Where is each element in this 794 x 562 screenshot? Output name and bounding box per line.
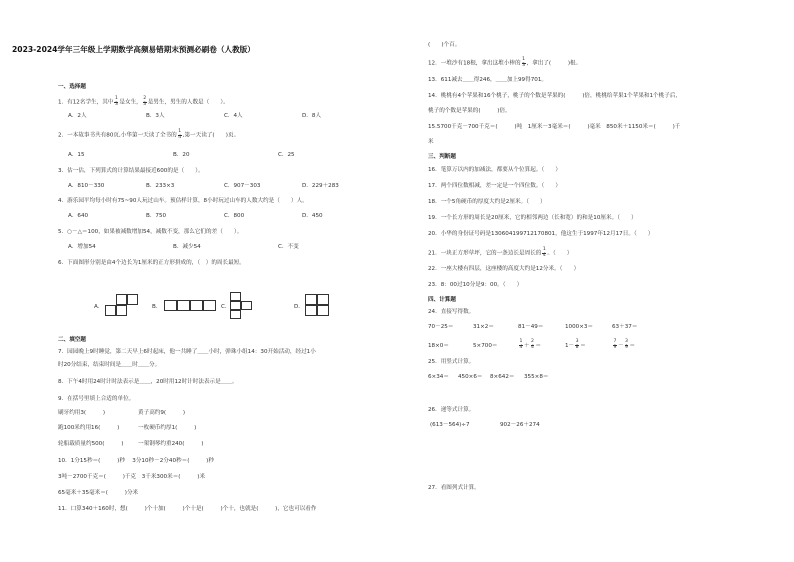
section-choice: 一、选择题 [58, 84, 86, 90]
question-13: 13．611减去＿＿得246，＿＿加上99得701。 [428, 77, 547, 83]
question-23: 23．8：00过10分是9：00。（ ） [428, 282, 523, 288]
question-20: 20．小华的身份证号码是130604199712170801，他这生于1997年12月17日。（ ） [428, 231, 654, 237]
option: C．800 [224, 213, 245, 219]
question-9-row-2: 跑100米约用16( ) 一枚硬币约厚1( ) [58, 425, 197, 431]
question-6: 6．下面图形分别是由4个边长为1厘米的正方形拼成的，（ ）的周长最短。 [58, 260, 245, 266]
question-15-line-2: 米 [428, 139, 434, 145]
section-calc: 四、计算题 [428, 297, 456, 303]
option: A．2人 [68, 113, 87, 119]
option: D．229＋283 [302, 183, 339, 189]
fraction-sum: $\frac{1}{4}$ ＋ $\frac{2}{4}$ ＝ [519, 339, 542, 350]
question-26: 26．递等式计算。 [428, 407, 475, 413]
option: A．640 [68, 213, 89, 219]
question-7-line-1: 7．园园晚上9时睡觉，第二天早上6时起床，他一共睡了＿＿小时，弹珠小组14：30开始活动，经过1小 [58, 349, 316, 355]
page-title: 2023-2024学年三年级上学期数学高频易错期末预测必刷卷（人教版） [12, 45, 255, 54]
option: C．25 [278, 152, 295, 158]
option: A．15 [68, 152, 85, 158]
question-16: 16．笔算万以内的加减法，都要从个位算起。（ ） [428, 167, 561, 173]
figure-label-b: B． [152, 304, 162, 310]
option: A．810－330 [68, 183, 105, 189]
question-22: 22．一座大楼有四层，这座楼的高度大约是12分米。（ ） [428, 266, 580, 272]
option: B．750 [146, 213, 167, 219]
option: C．907－303 [224, 183, 261, 189]
question-9: 9．在括号里填上合适的单位。 [58, 396, 135, 402]
fraction: $\frac{2}{3}$ [143, 96, 147, 107]
question-14-line-1: 14．桃桃有4个苹果和16个桃子，桃子的个数是苹果的( )倍，桃桃给苹果1个苹果和1个桃子后， [428, 93, 682, 99]
question-14-line-2: 桃子的个数是苹果的( )倍。 [428, 108, 511, 114]
question-4: 4．游乐园平均每小时有75~90人玩过山车。预估样计算，8小时玩过山车的人数大约是（ ）人。 [58, 198, 308, 204]
question-19: 19．一个长方形的周长是20厘米，它的相邻两边（长和宽）的和是10厘米。（ ） [428, 215, 637, 221]
question-11-continued: ( )个百。 [428, 42, 461, 48]
question-10-line-2: 3吨－2700千克＝( )千克 3千米300米＝( )米 [58, 474, 206, 480]
section-fill: 二、填空题 [58, 337, 86, 343]
section-judge: 三、判断题 [428, 154, 456, 160]
figure-label-a: A． [94, 304, 104, 310]
question-27: 27．看图列式计算。 [428, 485, 480, 491]
option: C．不变 [278, 244, 299, 250]
fraction: $\frac{1}{4}$ [178, 129, 182, 140]
question-18: 18．一个5角硬币的厚度大约是2厘米。（ ） [428, 199, 546, 205]
option: B．3人 [146, 113, 165, 119]
question-5: 5．○－△＝100，如果被减数增加54，减数不变，那么它们的差（ ）。 [58, 229, 243, 235]
option: B．20 [173, 152, 190, 158]
fraction: $\frac{1}{3}$ [114, 96, 118, 107]
figure-label-d: D． [294, 304, 304, 310]
question-7-line-2: 时20分结束，结束时间是＿＿时＿＿分。 [58, 362, 161, 368]
question-8: 8．下午4时用24时计时法表示是＿＿，20时用12时计时法表示是＿＿。 [58, 379, 238, 385]
option: C．4人 [224, 113, 243, 119]
figure-label-c: C． [221, 304, 231, 310]
question-9-row-3: 轮船载质量约500( ) 一架钢琴约重240( ) [58, 441, 204, 447]
option: D．450 [302, 213, 323, 219]
fraction: $\frac{1}{3}$ [522, 57, 525, 68]
question-25: 25．用竖式计算。 [428, 359, 475, 365]
question-9-row-1: 刷牙约用3( ) 黄子高约9( ) [58, 410, 186, 416]
question-24: 24．直接写得数。 [428, 309, 475, 315]
question-15-line-1: 15.5700千克－700千克＝( )吨 1厘米－3毫米＝( )毫米 850米＋1150米＝( )千 [428, 124, 681, 130]
question-6-figures [58, 292, 348, 326]
question-21: 21．一块正方形草坪，它的一条边长是周长的 $\frac{1}{4}$ 。（ ） [428, 247, 573, 258]
exam-page: 2023-2024学年三年级上学期数学高频易错期末预测必刷卷（人教版） 一、选择题 1．有12名学生，其中 $\frac{1}{3}$ 是女生， $\frac{2}{3}$ 是男生，男生的人数是（ ）。 A．2人 B．3人 C．4人 D．8人 2．一本故事书共有80页,小华第一天读了全书的 $\frac{1}{4}$ ,第一天读了( )页。 A．15 B．20 C．25 3．估一估，下列算式的计算结果最接近600的是（ ）。 A．810－330 B．233×3 C．907－303 D．229＋283 4．游乐园平均每小时有75~90人玩过山车。预估样计算，8小时玩过山车的人数大约是（ ）人。 A．640 B．750 C．800 D．450 5．○－△＝100，如果被减数增加54，减数不变，那么它们的差（ ）。 A．增加54 B．减少54 C．不变 6．下面图形分别是由4个边长为1厘米的正方形拼成的，（ ）的周长最短。 A． B． C． D． 二、填空题 7．园园晚上9时睡觉，第二天早上6时起床，他一共睡了＿＿小时，弹珠小组14：30开始活动，经过1小 时20分结束，结束时间是＿＿时＿＿分。 8．下午4时用24时计时法表示是＿＿，20时用12时计时法表示是＿＿。 9．在括号里填上合适的单位。 刷牙约用3( ) 黄子高约9( ) 跑100米约用16( ) 一枚硬币约厚1( ) 轮船载质量约500( ) 一架钢琴约重240( ) 10．1分15秒＝( )秒 3分10秒－2分40秒＝( )秒 3吨－2700千克＝( )千克 3千米300米＝( )米 65毫米＋35毫米＝( )分米 11．口算340＋160时，想( )个十加( )个十是( )个十，也就是( )，它也可以看作 ( )个百。 12．一堆沙有18根，拿出这堆小棒的 $\frac{1}{3}$ ，拿出了( )根。 13．611减去＿＿得246，＿＿加上99得701。 14．桃桃有4个苹果和16个桃子，桃子的个数是苹果的( )倍，桃桃给苹果1个苹果和1个桃子后， 桃子的个数是苹果的( )倍。 15.5700千克－700千克＝( )吨 1厘米－3毫米＝( )毫米 850米＋1150米＝( )千 米 三、判断题 16．笔算万以内的加减法，都要从个位算起。（ ） 17．两个四位数相减，差一定是一个四位数。（ ） 18．一个5角硬币的厚度大约是2厘米。（ ） 19．一个长方形的周长是20厘米，它的相邻两边（长和宽）的和是10厘米。（ ） 20．小华的身份证号码是130604199712170801，他这生于1997年12月17日。（ ） 21．一块正方形草坪，它的一条边长是周长的 $\frac{1}{4}$ 。（ ） 22．一座大楼有四层，这座楼的高度大约是12分米。（ ） 23．8：00过10分是9：00。（ ） 四、计算题 24．直接写得数。 70－25＝ 31×2＝ 81－49＝ 1000×3＝ 63＋37＝ 18×0＝ 5×700＝ $\frac{1}{4}$ ＋ $\frac{2}{4}$ ＝ 1－ $\frac{3}{8}$ ＝ $\frac{7}{9}$ － $\frac{3}{9}$ ＝ 25．用竖式计算。 6×34＝ 450×6＝ 8×642＝ 355×8＝ 26．递等式计算。 (613－564)÷7 902－26＋274 27．看图列式计算。 [0, 0, 794, 562]
fraction: $\frac{1}{4}$ [542, 247, 546, 258]
question-11: 11．口算340＋160时，想( )个十加( )个十是( )个十，也就是( )，它也可以看作 [58, 506, 317, 512]
option: B．233×3 [146, 183, 175, 189]
fraction-diff: 1－ $\frac{3}{8}$ ＝ [565, 339, 586, 350]
question-10-line-1: 10．1分15秒＝( )秒 3分10秒－2分40秒＝( )秒 [58, 458, 214, 464]
option: D．8人 [302, 113, 322, 119]
fraction-diff-2: $\frac{7}{9}$ － $\frac{3}{9}$ ＝ [613, 339, 636, 350]
question-12: 12．一堆沙有18根，拿出这堆小棒的 $\frac{1}{3}$ ，拿出了( )根。 [428, 57, 582, 68]
question-1: 1．有12名学生，其中 $\frac{1}{3}$ 是女生， $\frac{2}{3}$ 是男生，男生的人数是（ ）。 [58, 96, 229, 107]
question-3: 3．估一估，下列算式的计算结果最接近600的是（ ）。 [58, 168, 204, 174]
question-10-line-3: 65毫米＋35毫米＝( )分米 [58, 490, 139, 496]
question-2: 2．一本故事书共有80页,小华第一天读了全书的 $\frac{1}{4}$ ,第一天读了( )页。 [58, 129, 240, 140]
question-17: 17．两个四位数相减，差一定是一个四位数。（ ） [428, 183, 561, 189]
option: B．减少54 [173, 244, 201, 250]
option: A．增加54 [68, 244, 96, 250]
